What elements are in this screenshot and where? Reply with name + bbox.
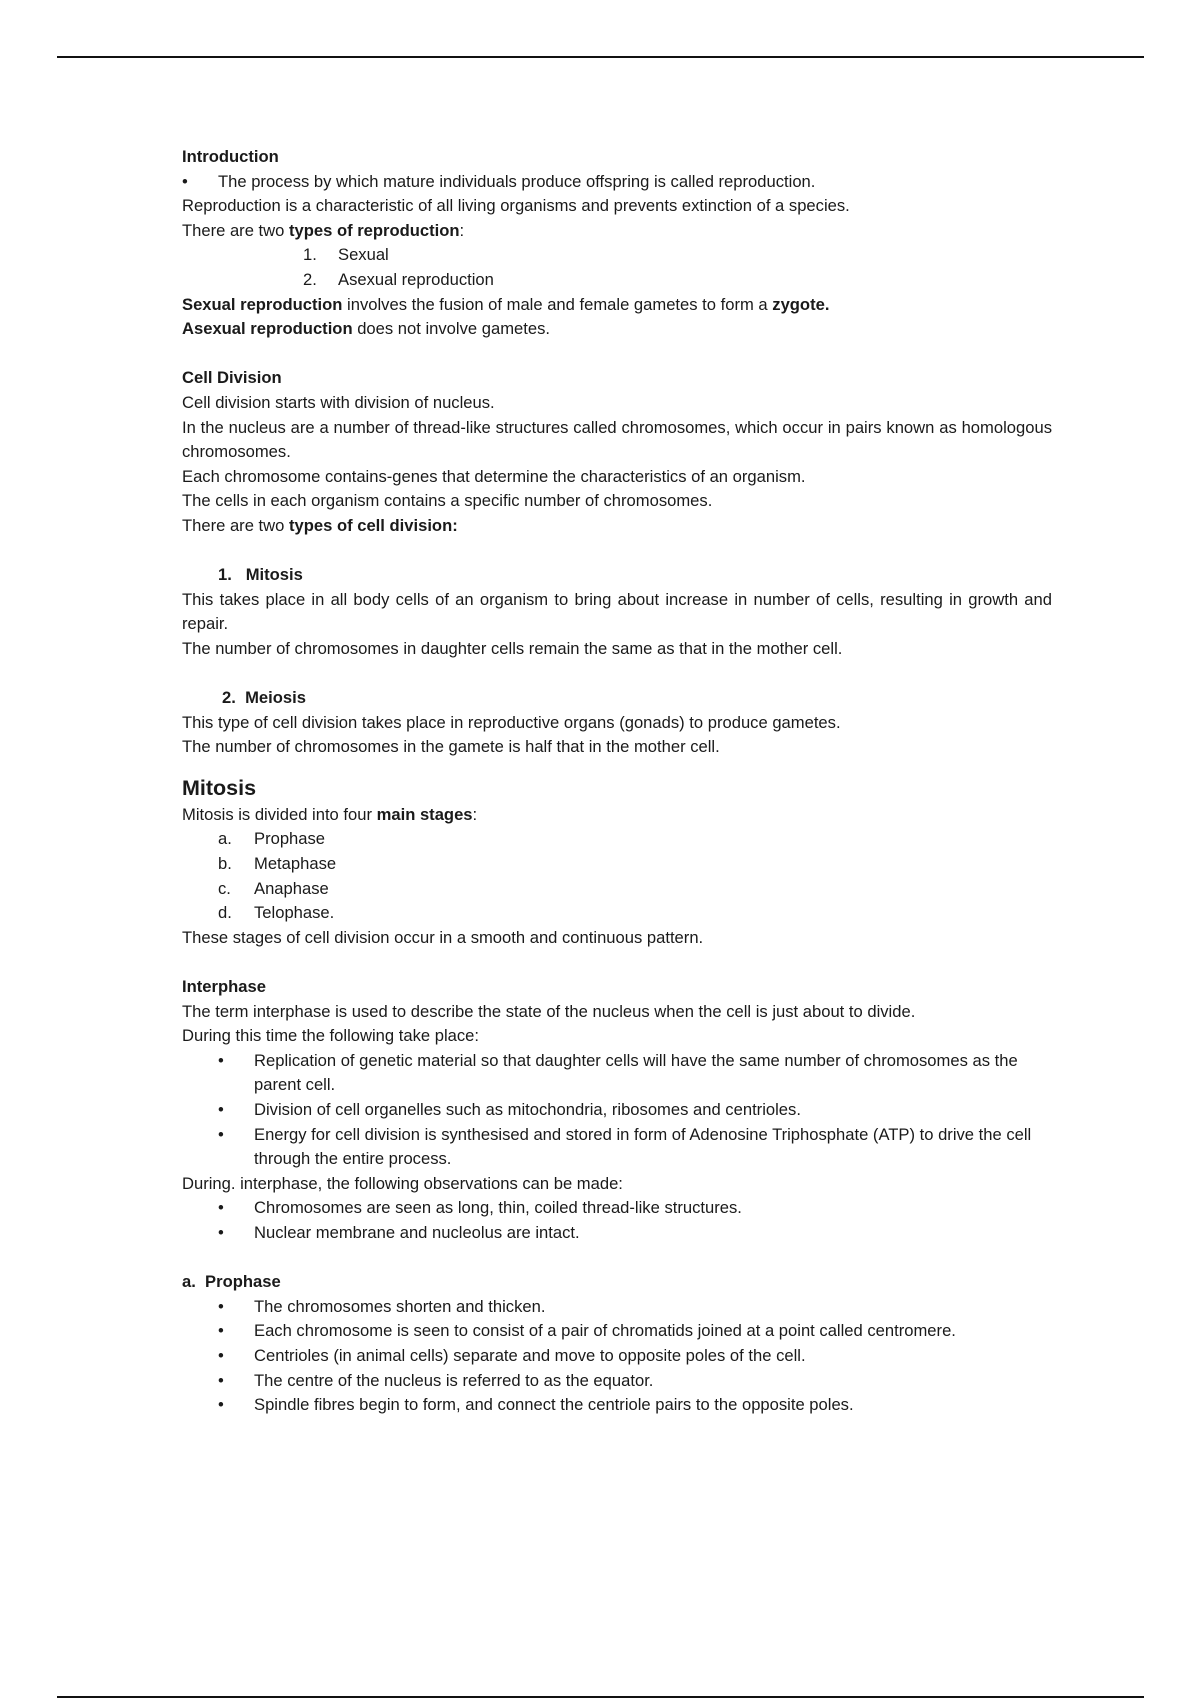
paragraph: Reproduction is a characteristic of all living organisms and prevents extinction of a species. (182, 196, 850, 216)
paragraph: The number of chromosomes in the gamete is half that in the mother cell. (182, 737, 720, 757)
list-item: • The process by which mature individuals produce offspring is called reproduction. (182, 171, 816, 191)
footer-rule (57, 1696, 1144, 1698)
paragraph: The cells in each organism contains a specific number of chromosomes. (182, 491, 713, 511)
heading-introduction: Introduction (182, 147, 279, 166)
paragraph: Asexual reproduction does not involve gametes. (182, 319, 550, 339)
paragraph: This takes place in all body cells of an organism to bring about increase in number of cells, resulting in growth and repair. (182, 589, 1052, 634)
heading-mitosis: Mitosis (182, 775, 257, 800)
list-item: d. Telophase. (218, 903, 335, 923)
paragraph: This type of cell division takes place in reproductive organs (gonads) to produce gametes. (182, 712, 841, 732)
paragraph: Cell division starts with division of nucleus. (182, 392, 495, 412)
header-rule (57, 56, 1144, 58)
paragraph: There are two types of reproduction: (182, 220, 465, 240)
document-body (182, 145, 1052, 1418)
list-item: • Each chromosome is seen to consist of a pair of chromatids joined at a point called centromere. (218, 1321, 956, 1341)
heading-cell-division: Cell Division (182, 368, 282, 388)
list-item: • Centrioles (in animal cells) separate and move to opposite poles of the cell. (218, 1345, 806, 1365)
list-item: • The chromosomes shorten and thicken. (218, 1296, 546, 1316)
list-item: b. Metaphase (218, 854, 337, 874)
list-item: • The centre of the nucleus is referred to as the equator. (218, 1370, 654, 1390)
list-item: c. Anaphase (218, 878, 329, 898)
paragraph: These stages of cell division occur in a smooth and continuous pattern. (182, 927, 704, 947)
paragraph: The term interphase is used to describe the state of the nucleus when the cell is just about to divide. (182, 1001, 916, 1021)
heading-interphase: Interphase (182, 977, 266, 996)
list-item: a. Prophase (218, 829, 326, 849)
list-item: • Chromosomes are seen as long, thin, coiled thread-like structures. (218, 1198, 742, 1218)
paragraph: Each chromosome contains-genes that determine the characteristics of an organism. (182, 466, 806, 486)
list-item: 2. Asexual reproduction (303, 269, 494, 289)
paragraph: During. interphase, the following observations can be made: (182, 1173, 623, 1193)
paragraph: Mitosis is divided into four main stages: (182, 804, 478, 824)
list-item: • Division of cell organelles such as mitochondria, ribosomes and centrioles. (218, 1099, 801, 1119)
paragraph: Sexual reproduction involves the fusion of male and female gametes to form a zygote. (182, 294, 830, 314)
subheading-meiosis: 2. Meiosis (222, 688, 306, 708)
paragraph: There are two types of cell division: (182, 515, 458, 535)
subheading-mitosis: 1. Mitosis (218, 565, 303, 585)
heading-prophase: a. Prophase (182, 1272, 281, 1292)
list-item: 1. Sexual (303, 245, 389, 265)
list-item: • Nuclear membrane and nucleolus are intact. (218, 1222, 580, 1242)
list-item: • Spindle fibres begin to form, and connect the centriole pairs to the opposite poles. (218, 1395, 854, 1415)
paragraph: During this time the following take place: (182, 1026, 479, 1046)
paragraph: The number of chromosomes in daughter cells remain the same as that in the mother cell. (182, 638, 843, 658)
list-item: • Energy for cell division is synthesised and stored in form of Adenosine Triphosphate (ATP) to drive the cell through the entire process. (218, 1124, 1032, 1169)
paragraph: In the nucleus are a number of thread-like structures called chromosomes, which occur in pairs known as homologous chromosomes. (182, 417, 1052, 462)
list-item: • Replication of genetic material so that daughter cells will have the same number of chromosomes as the parent cell. (218, 1050, 1018, 1095)
